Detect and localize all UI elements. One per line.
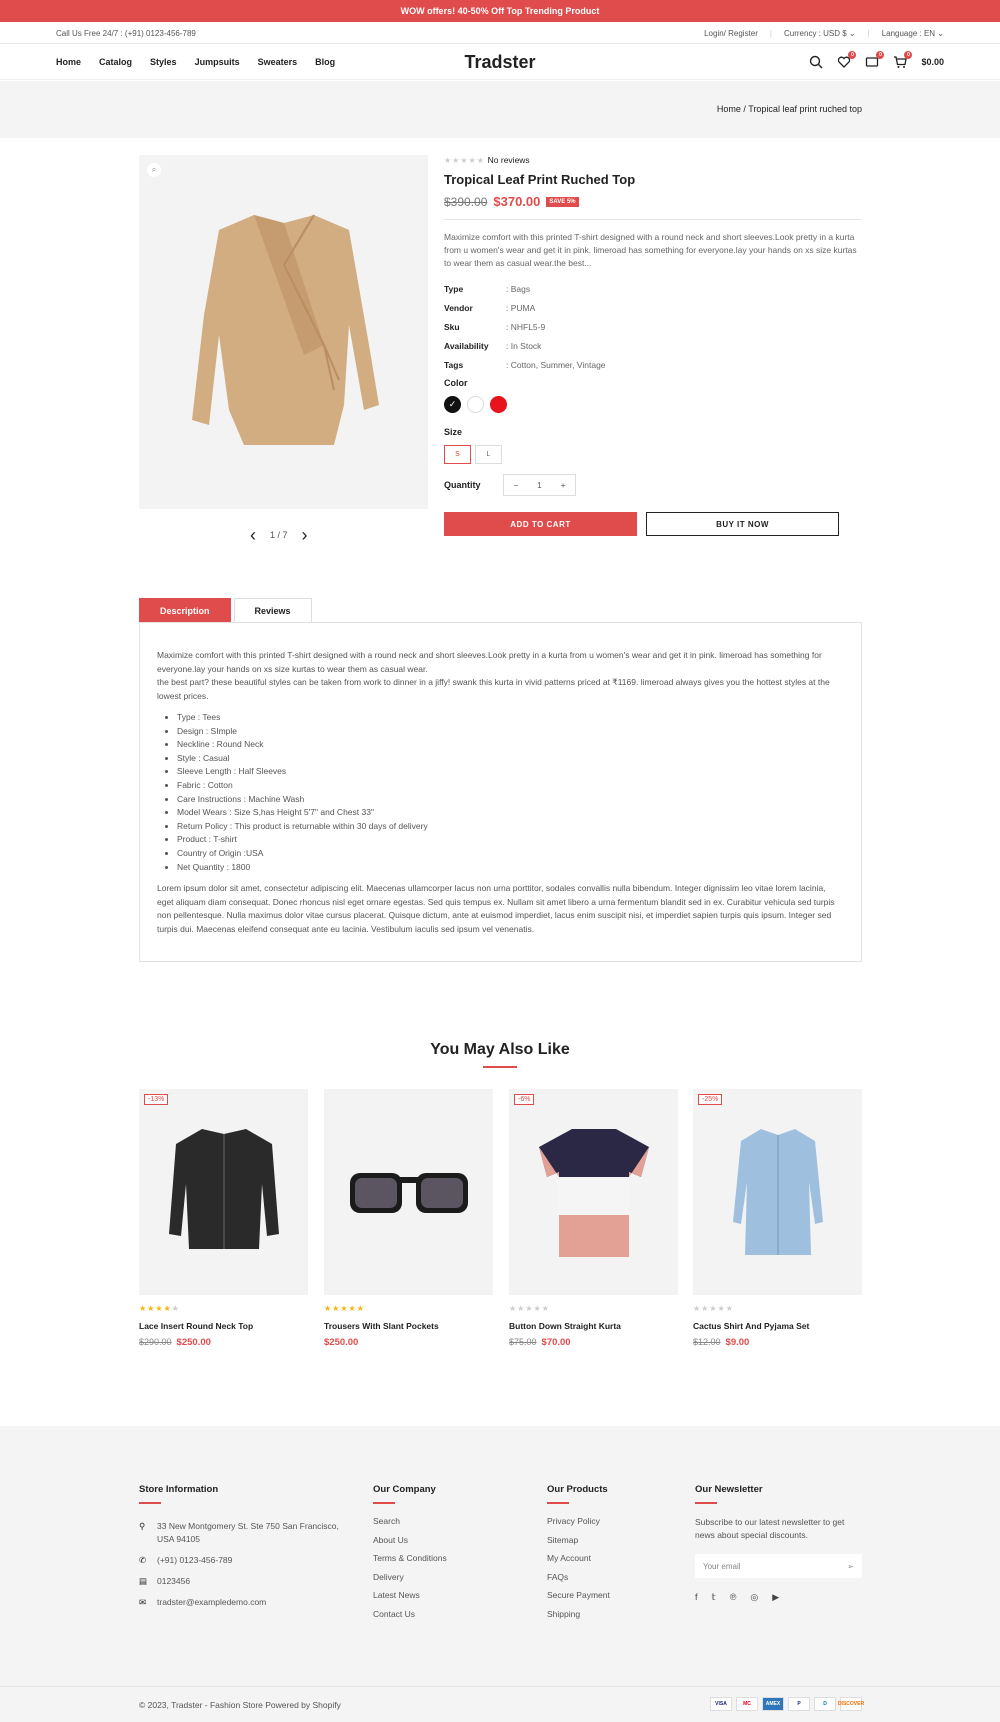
list-item: • Care Instructions : Machine Wash — [177, 793, 844, 807]
rating-stars: ★★★★★ — [139, 1304, 180, 1313]
wishlist-icon[interactable] — [837, 52, 854, 69]
map-pin-icon: ⚲ — [139, 1521, 146, 1531]
old-price: $12.00 — [693, 1337, 721, 1347]
diners-icon: D — [814, 1697, 836, 1711]
footer-company — [373, 1484, 447, 1627]
tshirt-illustration — [537, 1127, 651, 1263]
gallery-pager — [250, 526, 308, 544]
search-icon[interactable] — [809, 55, 823, 69]
description-paragraph: the best part? these beautiful styles can be taken from work to dinner in a jiffy! swank this kurta in vivid patterns priced at ₹1169. limeroad always gives you the hottest styles at the lowest prices. — [157, 677, 830, 701]
size-option-s[interactable]: S — [444, 445, 471, 464]
description-paragraph: Lorem ipsum dolor sit amet, consectetur adipiscing elit. Maecenas ullamcorper lacus non urna porttitor, sodales convallis nulla bibendum. Integer dignissim leo vitae lorem lacinia, eget aliquam diam consequat. Donec rhoncus nisl eget ornare egestas. Sed quis tempus ex. Nullam sit amet libero a urna fermentum blandit sed in ex. Curabitur vehicula sed turpis non pellentesque. Nulla maximus dolor vitae cursus placerat. Quisque dictum, ante at euismod imperdiet, lacus enim suscipit nisi, et imperdiet sapien turpis quis ipsum. Integer sed turpis dui. Maecenas eleifend consequat ante eu lacinia. Vestibulum iaculis sed ipsum vel venenatis. — [157, 883, 835, 934]
newsletter-text: Subscribe to our latest newsletter to get news about special discounts. — [695, 1517, 845, 1540]
review-count[interactable]: No reviews — [487, 155, 530, 165]
visa-icon: VISA — [710, 1697, 732, 1711]
promo-banner: WOW offers! 40-50% Off Top Trending Product — [0, 0, 1000, 22]
email-input[interactable]: Your email — [703, 1561, 741, 1571]
compare-count: 0 — [876, 51, 884, 59]
breadcrumb-current: Tropical leaf print ruched top — [748, 104, 862, 114]
size-option-l[interactable]: L — [475, 445, 502, 464]
product-card[interactable] — [324, 1089, 493, 1348]
rating-stars: ★★★★★ — [693, 1304, 734, 1313]
footer-heading: Our Products — [547, 1484, 608, 1495]
spec-list — [177, 711, 844, 874]
size-label: Size — [444, 427, 463, 437]
save-badge: SAVE 5% — [546, 197, 578, 207]
discount-badge: -6% — [514, 1094, 534, 1105]
list-item: • Sleeve Length : Half Sleeves — [177, 765, 844, 779]
product-card-name[interactable]: Trousers With Slant Pockets — [324, 1321, 439, 1331]
footer-link-sitemap[interactable]: Sitemap — [547, 1534, 579, 1545]
buy-now-button[interactable]: BUY IT NOW — [646, 512, 839, 536]
current-price: $250.00 — [324, 1337, 359, 1348]
product-card-name[interactable]: Cactus Shirt And Pyjama Set — [693, 1321, 810, 1331]
top-bar: Call Us Free 24/7 : (+91) 0123-456-789 Login/ Register | Currency : USD $ ⌄ | Language : EN ⌄ — [0, 22, 1000, 44]
old-price: $290.00 — [139, 1337, 172, 1347]
list-item: • Type : Tees — [177, 711, 844, 725]
product-meta: Type : Bags Vendor : PUMA Sku : NHFL5-9 Availability : In Stock Tags : Cotton, Summer, Vintage — [444, 283, 606, 370]
footer-link-news[interactable]: Latest News — [373, 1590, 420, 1600]
nav-jumpsuits[interactable]: Jumpsuits — [194, 57, 240, 67]
footer-link-about[interactable]: About Us — [373, 1534, 408, 1545]
list-item: • Neckline : Round Neck — [177, 738, 844, 752]
old-price: $75.00 — [509, 1337, 537, 1347]
footer-heading: Our Newsletter — [695, 1484, 763, 1495]
youtube-icon[interactable]: ▶ — [772, 1592, 780, 1602]
zoom-icon[interactable]: ⌕ — [147, 163, 161, 177]
wishlist-count: 0 — [848, 51, 856, 59]
paypal-icon: P — [788, 1697, 810, 1711]
rating-stars: ★★★★★ — [444, 156, 485, 165]
twitter-icon[interactable]: 𝕥 — [711, 1592, 716, 1602]
cart-count: 0 — [904, 51, 912, 59]
product-image[interactable] — [139, 155, 428, 509]
list-item: • Model Wears : Size S,has Height 5'7" and Chest 33" — [177, 806, 844, 820]
footer-link-delivery[interactable]: Delivery — [373, 1571, 404, 1582]
footer-link-terms[interactable]: Terms & Conditions — [373, 1553, 447, 1563]
footer-heading: Store Information — [139, 1484, 219, 1495]
footer-link-faqs[interactable]: FAQs — [547, 1571, 569, 1582]
footer-link-contact[interactable]: Contact Us — [373, 1608, 416, 1619]
list-item: • Return Policy : This product is returnable within 30 days of delivery — [177, 820, 844, 834]
product-card[interactable] — [139, 1089, 308, 1348]
product-card-image[interactable] — [324, 1089, 493, 1295]
tab-reviews[interactable]: Reviews — [234, 598, 312, 622]
instagram-icon[interactable]: ◎ — [750, 1592, 759, 1602]
current-price: $250.00 — [176, 1337, 211, 1348]
main-header — [0, 44, 1000, 80]
store-fax: 0123456 — [157, 1576, 191, 1586]
footer-link-payment[interactable]: Secure Payment — [547, 1590, 610, 1600]
quantity-stepper — [503, 474, 576, 496]
related-title: You May Also Like — [430, 1041, 570, 1058]
rating-stars: ★★★★★ — [509, 1304, 550, 1313]
quantity-increase-button[interactable]: + — [560, 480, 566, 490]
store-phone: (+91) 0123-456-789 — [157, 1555, 233, 1565]
description-paragraph: Maximize comfort with this printed T-shirt designed with a round neck and short sleeves.Look pretty in a kurta from u women's wear and get it in pink. limeroad has something for everyone.lay your hands on xs size kurtas to wear them as casual wear. — [157, 650, 822, 674]
product-card-name[interactable]: Button Down Straight Kurta — [509, 1321, 621, 1331]
list-item: • Design : SImple — [177, 725, 844, 739]
discover-icon: DISCOVER — [840, 1697, 862, 1711]
nav-styles[interactable]: Styles — [150, 57, 177, 67]
amex-icon: AMEX — [762, 1697, 784, 1711]
list-item: • Style : Casual — [177, 752, 844, 766]
copyright: © 2023, Tradster - Fashion Store Powered by Shopify — [139, 1700, 341, 1710]
fax-icon: ▤ — [139, 1576, 148, 1586]
product-card[interactable] — [509, 1089, 678, 1348]
store-address: 33 New Montgomery St. Ste 750 San Francisco, USA 94105 — [157, 1521, 339, 1544]
sunglasses-illustration — [348, 1169, 470, 1219]
cart-icon[interactable] — [893, 52, 910, 69]
product-info — [444, 155, 861, 536]
jacket-illustration — [167, 1124, 281, 1260]
current-price: $370.00 — [493, 194, 541, 209]
product-card-image[interactable] — [509, 1089, 678, 1295]
quantity-input[interactable]: 1 — [537, 480, 542, 490]
next-arrow-icon[interactable]: › — [301, 525, 308, 545]
nav-catalog[interactable]: Catalog — [99, 57, 133, 67]
description-panel — [139, 622, 862, 962]
footer-heading: Our Company — [373, 1484, 436, 1495]
currency-select[interactable]: Currency : USD $ ⌄ — [783, 29, 856, 38]
send-icon[interactable]: ➢ — [847, 1561, 854, 1571]
nav-blog[interactable]: Blog — [315, 57, 336, 67]
list-item: • Product : T-shirt — [177, 833, 844, 847]
social-links — [695, 1592, 862, 1603]
nav-home[interactable]: Home — [56, 57, 82, 67]
facebook-icon[interactable]: f — [695, 1592, 698, 1602]
footer-link-shipping[interactable]: Shipping — [547, 1608, 581, 1619]
old-price: $390.00 — [444, 194, 488, 209]
denim-dress-illustration — [731, 1127, 825, 1263]
compare-icon[interactable] — [865, 52, 882, 69]
tab-description[interactable]: Description — [139, 598, 231, 622]
quantity-decrease-button[interactable]: − — [513, 480, 519, 490]
product-card-image[interactable] — [139, 1089, 308, 1295]
store-email[interactable]: tradster@exampledemo.com — [157, 1597, 267, 1607]
site-logo[interactable]: Tradster — [464, 52, 536, 72]
quantity-label: Quantity — [444, 480, 481, 490]
mastercard-icon: MC — [736, 1697, 758, 1711]
payment-icons — [710, 1697, 865, 1711]
footer-newsletter — [695, 1484, 862, 1603]
footer-products — [547, 1484, 610, 1627]
footer-link-search[interactable]: Search — [373, 1516, 400, 1526]
blouse-illustration — [174, 205, 394, 455]
cart-total[interactable]: $0.00 — [921, 57, 944, 67]
prev-arrow-icon[interactable]: ‹ — [250, 525, 256, 545]
support-phone: Call Us Free 24/7 : (+91) 0123-456-789 — [56, 29, 196, 38]
breadcrumb: Home / Tropical leaf print ruched top — [716, 104, 862, 114]
newsletter-form — [695, 1554, 862, 1578]
phone-icon: ✆ — [139, 1555, 147, 1565]
product-title: Tropical Leaf Print Ruched Top — [444, 172, 636, 187]
footer-link-privacy[interactable]: Privacy Policy — [547, 1516, 600, 1526]
product-card-name[interactable]: Lace Insert Round Neck Top — [139, 1321, 254, 1331]
gallery-counter: 1 / 7 — [270, 530, 288, 540]
short-description: Maximize comfort with this printed T-shirt designed with a round neck and short sleeves.Look pretty in a kurta from u women's wear and get it in pink. limeroad has something for everyone.lay your hands on xs size kurtas to wear them as casual wear.the best... — [444, 232, 857, 268]
breadcrumb-bar — [0, 81, 1000, 138]
footer-bottom — [0, 1686, 1000, 1722]
list-item: • Net Quantity : 1800 — [177, 861, 844, 875]
discount-badge: -25% — [698, 1094, 722, 1105]
footer-link-account[interactable]: My Account — [547, 1553, 591, 1563]
list-item: • Fabric : Cotton — [177, 779, 844, 793]
product-card-image[interactable] — [693, 1089, 862, 1295]
color-label: Color — [444, 378, 468, 388]
mail-icon: ✉ — [139, 1597, 147, 1607]
color-swatch-black[interactable]: ✓ — [444, 396, 461, 413]
current-price: $70.00 — [541, 1337, 571, 1348]
title-underline — [483, 1066, 517, 1068]
discount-badge: -13% — [144, 1094, 168, 1105]
product-card[interactable] — [693, 1089, 862, 1348]
product-tabs — [139, 598, 312, 622]
login-register-link[interactable]: Login/ Register — [704, 29, 758, 38]
rating-stars: ★★★★★ — [324, 1304, 365, 1313]
current-price: $9.00 — [725, 1337, 750, 1348]
color-swatch-red[interactable] — [490, 396, 507, 413]
language-select[interactable]: Language : EN ⌄ — [881, 29, 944, 38]
footer-store-info — [139, 1484, 339, 1617]
list-item: • Country of Origin :USA — [177, 847, 844, 861]
breadcrumb-home[interactable]: Home — [716, 104, 741, 114]
color-swatch-white[interactable] — [467, 396, 484, 413]
site-footer — [0, 1426, 1000, 1686]
pinterest-icon[interactable]: ℗ — [729, 1592, 737, 1602]
nav-sweaters[interactable]: Sweaters — [257, 57, 298, 67]
add-to-cart-button[interactable]: ADD TO CART — [444, 512, 637, 536]
